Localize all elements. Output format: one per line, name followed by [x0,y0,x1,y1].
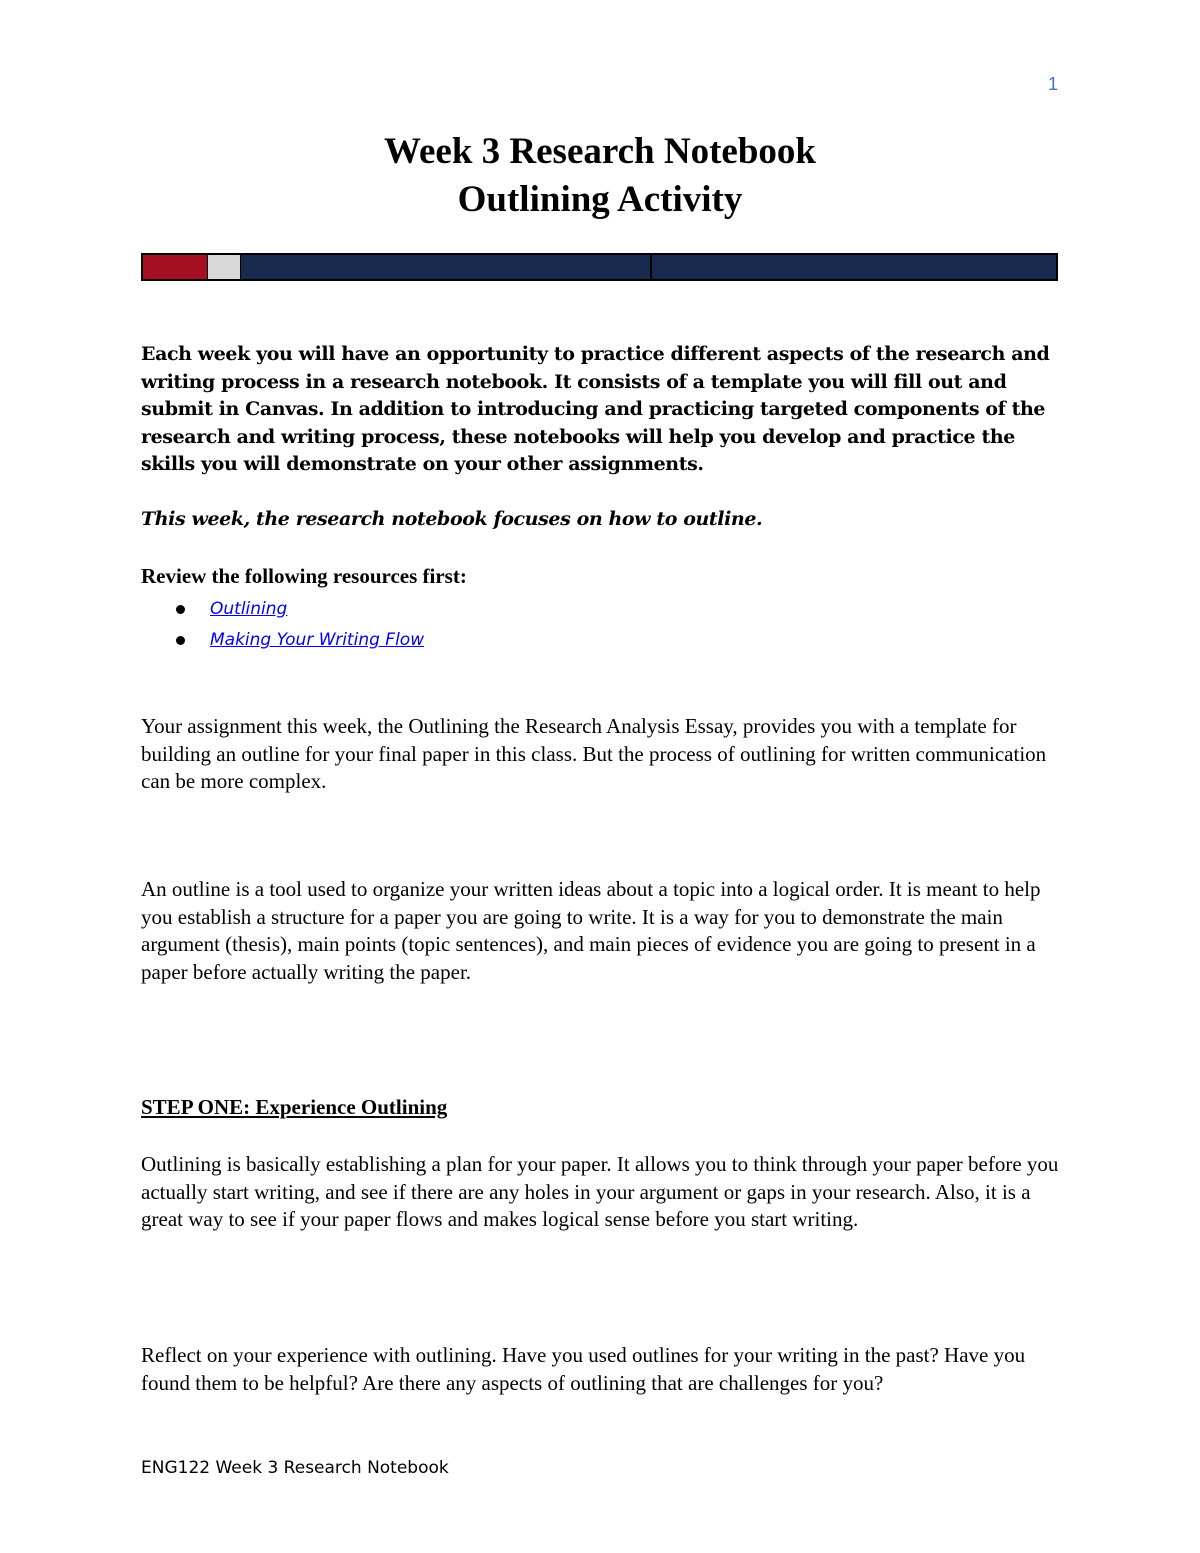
focus-statement: This week, the research notebook focuses on how to outline. [141,508,763,530]
resource-list [170,594,424,656]
reflection-prompt: Reflect on your experience with outlining. Have you used outlines for your writing in the past? Have you found them to be helpful? Are there any aspects of outlining that are challenges for you? [141,1343,1026,1395]
step-one-heading: STEP ONE: Experience Outlining [141,1095,448,1119]
resources-heading: Review the following resources first: [141,564,467,588]
document-title [0,128,1200,224]
assignment-paragraph: Your assignment this week, the Outlining the Research Analysis Essay, provides you with a template for building an outline for your final paper in this class. But the process of outlining for written communication can be more complex. [141,714,1047,793]
list-item [170,594,424,625]
title-line-2: Outlining Activity [457,179,743,220]
step-one-paragraph: Outlining is basically establishing a plan for your paper. It allows you to think through your paper before you actually start writing, and see if there are any holes in your argument or gaps in your research. Also, it is a great way to see if your paper flows and makes logical sense before you start writing. [141,1152,1059,1231]
intro-paragraph: Each week you will have an opportunity to practice different aspects of the research and writing process in a research notebook. It consists of a template you will fill out and submit in Canvas. In addition to introducing and practicing targeted components of the research and writing process, these notebooks will help you develop and practice the skills you will demonstrate on your other assignments. [141,343,1050,475]
decorative-color-bar [141,253,1058,281]
outlining-link[interactable]: Outlining [210,599,288,619]
color-bar-navy-segment [241,255,652,279]
color-bar-red-segment [143,255,208,279]
page-footer: ENG122 Week 3 Research Notebook [141,1458,449,1478]
outline-definition-paragraph: An outline is a tool used to organize your written ideas about a topic into a logical order. It is meant to help you establish a structure for a paper you are going to write. It is a way for you to demonstrate the main argument (thesis), main points (topic sentences), and main pieces of evidence you are going to present in a paper before actually writing the paper. [141,877,1041,984]
title-line-1: Week 3 Research Notebook [384,131,816,172]
writing-flow-link[interactable]: Making Your Writing Flow [210,630,425,650]
color-bar-navy-segment [652,255,1056,279]
page-number: 1 [1047,74,1058,94]
color-bar-gray-segment [208,255,241,279]
list-item [170,625,424,656]
